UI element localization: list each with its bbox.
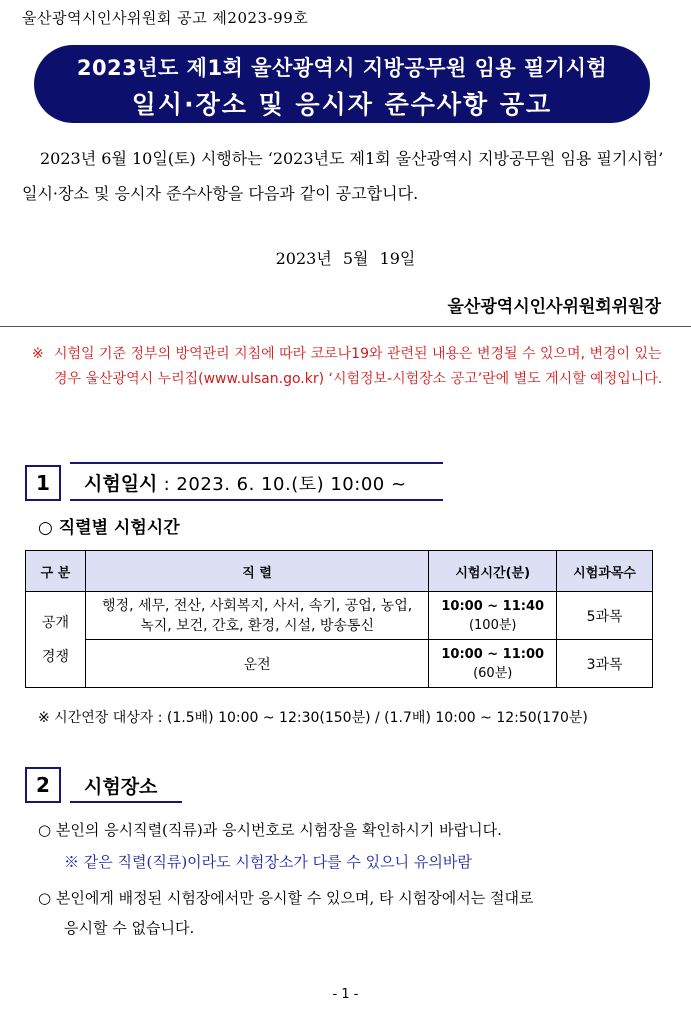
section-2-title: 시험장소 xyxy=(84,776,158,798)
schedule-subheading: ○ 직렬별 시험시간 xyxy=(38,518,180,538)
header-exam-time: 시험시간(분) xyxy=(429,551,557,592)
header-series: 직 렬 xyxy=(85,551,428,592)
notice-number: 울산광역시인사위원회 공고 제2023-99호 xyxy=(22,9,309,27)
section-2-bullet-2-cont: 응시할 수 없습니다. xyxy=(64,919,195,937)
subjects-cell: 5과목 xyxy=(557,592,653,640)
page-number: - 1 - xyxy=(332,987,359,1002)
section-1-title: 시험일시 xyxy=(84,473,158,495)
title-banner xyxy=(34,45,650,123)
title-line-1: 2023년도 제1회 울산광역시 지방공무원 임용 필기시험 xyxy=(76,56,608,80)
issuer: 울산광역시인사위원회위원장 xyxy=(447,297,661,317)
group-label-open: 공개 xyxy=(41,614,69,631)
time-minutes: (60분) xyxy=(473,665,513,681)
section-2-underline xyxy=(70,801,182,803)
group-label-competition: 경쟁 xyxy=(41,648,69,665)
notice-date: 2023년 5월 19일 xyxy=(275,249,416,268)
intro-paragraph: 2023년 6월 10일(토) 시행하는 ‘2023년도 제1회 울산광역시 지방공무원 임용 필기시험’ 일시·장소 및 응시자 준수사항을 다음과 같이 공고합니다. xyxy=(22,149,664,203)
table-header-row xyxy=(26,551,653,592)
covid-warning xyxy=(32,342,672,392)
title-line-2: 일시·장소 및 응시자 준수사항 공고 xyxy=(131,90,553,119)
section-1-datetime: : 2023. 6. 10.(토) 10:00 ~ xyxy=(157,474,407,495)
section-2-bullet-1: ○ 본인의 응시직렬(직류)과 응시번호로 시험장을 확인하시기 바랍니다. xyxy=(38,821,502,839)
section-1-number: 1 xyxy=(25,465,61,501)
warning-mark: ※ xyxy=(32,346,44,362)
divider xyxy=(0,326,691,327)
warning-text: 시험일 기준 정부의 방역관리 지침에 따라 코로나19와 관련된 내용은 변경될 수 있으며, 변경이 있는 경우 울산광역시 누리집(www.ulsan.go.kr) ‘시험정보-시험장소 공고’란에 별도 게시할 예정입니다. xyxy=(54,346,663,387)
subjects-cell: 3과목 xyxy=(557,640,653,688)
section-1-heading xyxy=(84,469,407,496)
section-2-bullet-2: ○ 본인에게 배정된 시험장에서만 응시할 수 있으며, 타 시험장에서는 절대로 xyxy=(38,889,534,907)
exam-schedule-table xyxy=(25,550,653,688)
section-2-number: 2 xyxy=(25,767,61,803)
table-row xyxy=(26,592,653,640)
section-2-bullet-1-note: ※ 같은 직렬(직류)이라도 시험장소가 다를 수 있으니 유의바람 xyxy=(64,853,472,871)
time-cell xyxy=(429,592,557,640)
time-minutes: (100분) xyxy=(468,617,517,633)
time-cell xyxy=(429,640,557,688)
header-category: 구 분 xyxy=(26,551,86,592)
series-cell: 행정, 세무, 전산, 사회복지, 사서, 속기, 공업, 농업, 녹지, 보건, 간호, 환경, 시설, 방송통신 xyxy=(85,592,428,640)
time-range: 10:00 ~ 11:40 xyxy=(441,598,545,614)
extension-note: ※ 시간연장 대상자 : (1.5배) 10:00 ~ 12:30(150분) / (1.7배) 10:00 ~ 12:50(170분) xyxy=(38,710,588,726)
series-cell: 운전 xyxy=(85,640,428,688)
table-row xyxy=(26,640,653,688)
group-cell xyxy=(26,592,86,688)
section-1-underline xyxy=(70,499,443,501)
header-subject-count: 시험과목수 xyxy=(557,551,653,592)
time-range: 10:00 ~ 11:00 xyxy=(441,646,545,662)
section-1-overline xyxy=(70,462,443,464)
